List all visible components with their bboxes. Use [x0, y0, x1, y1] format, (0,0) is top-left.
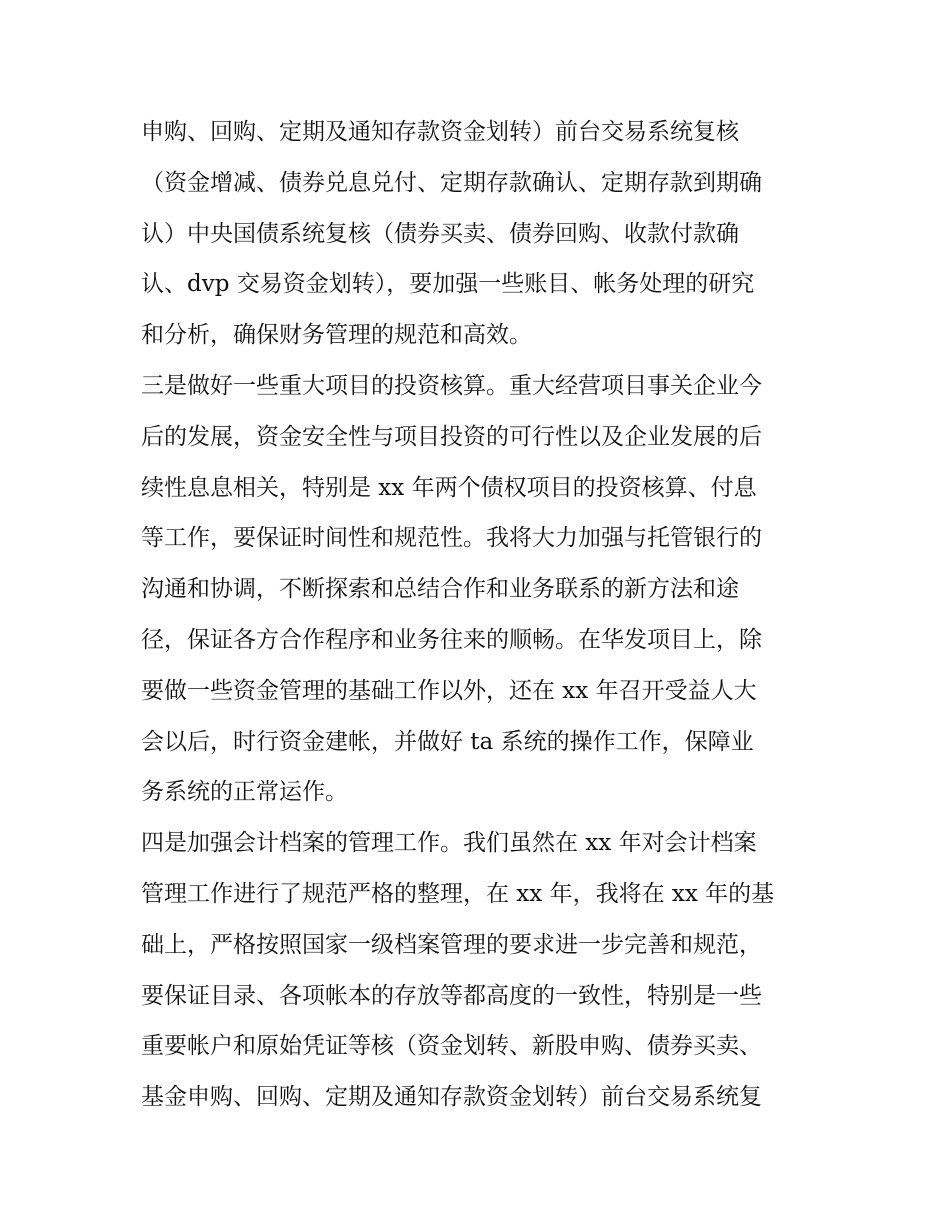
text-line: 会以后，时行资金建帐，并做好 ta 系统的操作工作，保障业 [141, 728, 754, 755]
text-line: 重要帐户和原始凭证等核（资金划转、新股申购、债券买卖、 [141, 1033, 762, 1060]
text-line: 务系统的正常运作。 [141, 779, 348, 806]
text-line: 认）中央国债系统复核（债券买卖、债券回购、收款付款确 [141, 220, 739, 247]
text-line: （资金增减、债券兑息兑付、定期存款确认、定期存款到期确 [141, 169, 762, 196]
text-line: 认、dvp 交易资金划转），要加强一些账目、帐务处理的研究 [141, 271, 755, 298]
text-line: 要保证目录、各项帐本的存放等都高度的一致性，特别是一些 [141, 982, 762, 1009]
text-line: 础上，严格按照国家一级档案管理的要求进一步完善和规范， [141, 931, 762, 958]
text-line: 和分析，确保财务管理的规范和高效。 [141, 322, 532, 349]
body-text [141, 107, 841, 1123]
text-line: 三是做好一些重大项目的投资核算。重大经营项目事关企业今 [141, 372, 762, 399]
text-line: 沟通和协调，不断探索和总结合作和业务联系的新方法和途 [141, 576, 739, 603]
text-line: 径，保证各方合作程序和业务往来的顺畅。在华发项目上，除 [141, 626, 762, 653]
text-line: 申购、回购、定期及通知存款资金划转）前台交易系统复核 [141, 119, 739, 145]
text-line: 要做一些资金管理的基础工作以外，还在 xx 年召开受益人大 [141, 677, 757, 704]
text-line: 管理工作进行了规范严格的整理，在 xx 年，我将在 xx 年的基 [141, 880, 775, 907]
text-line: 等工作，要保证时间性和规范性。我将大力加强与托管银行的 [141, 525, 762, 552]
text-line: 四是加强会计档案的管理工作。我们虽然在 xx 年对会计档案 [141, 830, 757, 857]
text-line: 基金申购、回购、定期及通知存款资金划转）前台交易系统复 [141, 1084, 762, 1111]
text-line: 后的发展，资金安全性与项目投资的可行性以及企业发展的后 [141, 423, 762, 450]
text-line: 续性息息相关，特别是 xx 年两个债权项目的投资核算、付息 [141, 474, 757, 501]
